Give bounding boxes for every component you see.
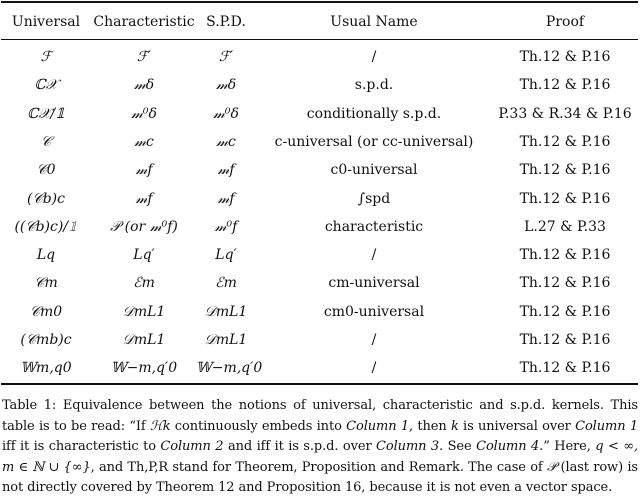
- caption-text-3: , then: [409, 418, 451, 434]
- table-row: [0, 298, 640, 326]
- cell-usual-name: c0-universal: [330, 162, 418, 179]
- cell-spd: Lq′: [215, 247, 237, 264]
- cell-usual-name: conditionally s.p.d.: [306, 105, 442, 122]
- cell-universal: 𝒞0: [36, 162, 56, 179]
- cell-proof: Th.12 & P.16: [519, 190, 611, 207]
- cell-characteristic: 𝒟mL1: [122, 303, 166, 320]
- cell-universal: ((𝒞b)c)/𝟙: [14, 218, 78, 235]
- cell-spd: 𝓂⁰δ: [213, 105, 239, 122]
- table-row: [0, 326, 640, 354]
- caption-column-3: Column 3: [376, 439, 440, 455]
- cell-usual-name: /: [371, 247, 377, 264]
- header-proof: Proof: [545, 14, 585, 30]
- caption-text-6: and iff it is s.p.d. over: [223, 439, 377, 455]
- cell-characteristic: Lq′: [133, 247, 155, 264]
- cell-usual-name: ∫spd: [357, 190, 391, 207]
- table-header-rule: [1, 39, 638, 40]
- cell-characteristic: 𝓂δ: [133, 77, 155, 94]
- table-top-rule: [1, 1, 638, 3]
- cell-usual-name: cm0-universal: [323, 303, 425, 320]
- caption-hk: ℋk: [149, 418, 171, 434]
- table-header-row: [0, 8, 640, 36]
- cell-universal: 𝕎m,q0: [20, 360, 72, 377]
- header-usual-name: Usual Name: [330, 14, 418, 30]
- caption-text-2: continuously embeds into: [170, 418, 347, 434]
- cell-spd: ℱ′: [218, 49, 234, 65]
- table-row: [0, 71, 640, 99]
- caption-P: 𝒫: [546, 459, 557, 475]
- cell-proof: Th.12 & P.16: [519, 162, 611, 179]
- cell-universal: Lq: [36, 247, 56, 264]
- cell-proof: Th.12 & P.16: [519, 49, 611, 65]
- header-characteristic: Characteristic: [93, 14, 195, 30]
- cell-usual-name: /: [371, 360, 377, 377]
- cell-spd: 𝓂f: [217, 190, 235, 207]
- cell-usual-name: s.p.d.: [354, 77, 394, 94]
- cell-characteristic: 𝕎−m,q′0: [110, 360, 178, 377]
- header-universal: Universal: [11, 14, 81, 30]
- table-bottom-rule: [1, 383, 638, 385]
- caption-column-2: Column 2: [160, 439, 224, 455]
- cell-proof: L.27 & P.33: [524, 218, 606, 235]
- cell-characteristic: 𝓂c: [134, 133, 154, 150]
- cell-spd: 𝓂f: [217, 162, 235, 179]
- caption-text-8: .” Here,: [539, 439, 596, 455]
- cell-proof: Th.12 & P.16: [519, 360, 611, 377]
- cell-spd: ℰm: [215, 275, 237, 292]
- cell-universal: (𝒞mb)c: [20, 332, 72, 348]
- cell-spd: 𝒟mL1: [204, 303, 248, 320]
- cell-usual-name: characteristic: [324, 218, 424, 235]
- table-caption: [2, 396, 638, 499]
- cell-universal: (𝒞b)c: [27, 190, 65, 207]
- cell-usual-name: /: [371, 332, 377, 348]
- header-spd: S.P.D.: [206, 14, 246, 30]
- table-row: [0, 43, 640, 71]
- cell-characteristic: 𝓂f: [135, 190, 153, 207]
- caption-text-5: iff it is characteristic to: [2, 439, 161, 455]
- cell-characteristic: 𝒫 (or 𝓂⁰f): [110, 218, 178, 235]
- cell-proof: Th.12 & P.16: [519, 133, 611, 150]
- cell-universal: ℂ𝒳: [34, 77, 58, 94]
- caption-text-7: . See: [439, 439, 477, 455]
- table-row: [0, 100, 640, 128]
- cell-characteristic: 𝓂f: [135, 162, 153, 179]
- cell-spd: 𝓂⁰f: [214, 218, 238, 235]
- table-row: [0, 185, 640, 213]
- cell-spd: 𝒟mL1: [204, 332, 248, 348]
- cell-usual-name: cm-universal: [328, 275, 420, 292]
- caption-label: Table 1:: [2, 398, 57, 413]
- table-row: [0, 156, 640, 184]
- cell-universal: ℂ𝒳/𝟙: [27, 105, 65, 122]
- cell-characteristic: 𝒟mL1: [122, 332, 166, 348]
- cell-spd: 𝕎−m,q′0: [196, 360, 263, 377]
- caption-text-4: is universal over: [458, 418, 576, 434]
- cell-usual-name: /: [371, 49, 377, 65]
- caption-q-m: q < ∞, m ∈ ℕ ∪ {∞}: [2, 439, 638, 475]
- caption-text-10: (last row) is not directly covered by Theorem 12 and Proposition 16, because it is not even a vector space.: [2, 459, 638, 496]
- table-row: [0, 213, 640, 241]
- cell-characteristic: ℰm: [133, 275, 155, 292]
- cell-universal: ℱ: [40, 49, 52, 65]
- caption-column-1b: Column 1: [575, 418, 638, 434]
- cell-usual-name: c-universal (or cc-universal): [274, 133, 474, 150]
- cell-proof: Th.12 & P.16: [519, 332, 611, 348]
- caption-column-1: Column 1: [346, 418, 410, 434]
- cell-universal: 𝒞m0: [29, 303, 63, 320]
- cell-characteristic: ℱ′: [136, 49, 152, 65]
- cell-proof: Th.12 & P.16: [519, 303, 611, 320]
- table-row: [0, 354, 640, 382]
- caption-text-1: Equivalence between the notions of universal, characteristic and s.p.d. kernels. This table is to be read: “If: [2, 398, 638, 434]
- cell-universal: 𝒞: [40, 133, 52, 150]
- cell-proof: P.33 & R.34 & P.16: [498, 105, 632, 122]
- cell-spd: 𝓂c: [216, 133, 236, 150]
- caption-text-9: , and Th,P,R stand for Theorem, Proposition and Remark. The case of: [90, 459, 547, 475]
- caption-k: k: [450, 418, 459, 434]
- cell-proof: Th.12 & P.16: [519, 247, 611, 264]
- table-row: [0, 241, 640, 269]
- cell-proof: Th.12 & P.16: [519, 275, 611, 292]
- cell-proof: Th.12 & P.16: [519, 77, 611, 94]
- caption-column-4: Column 4: [476, 439, 540, 455]
- cell-spd: 𝓂δ: [215, 77, 237, 94]
- cell-characteristic: 𝓂⁰δ: [131, 105, 157, 122]
- table-row: [0, 128, 640, 156]
- table-row: [0, 269, 640, 297]
- cell-universal: 𝒞m: [34, 275, 58, 292]
